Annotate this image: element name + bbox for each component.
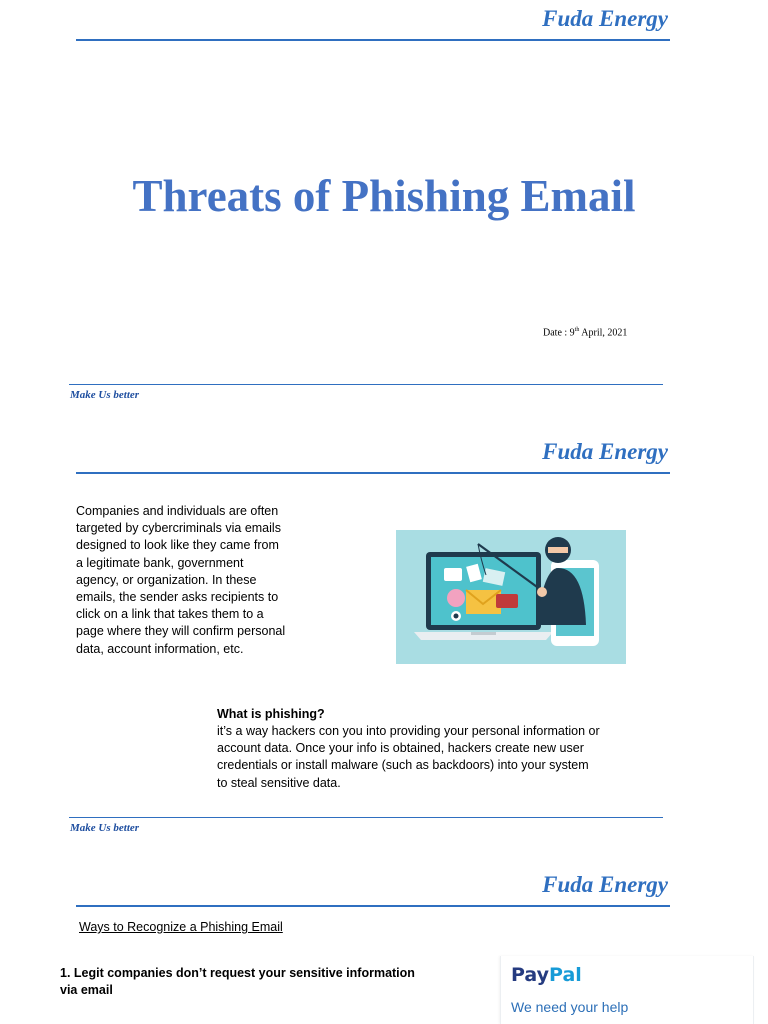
- paypal-message: We need your help: [511, 999, 629, 1015]
- brand-header: Fuda Energy: [542, 439, 668, 464]
- phishing-illustration: [396, 530, 626, 664]
- footer-tagline: Make Us better: [70, 822, 140, 834]
- footer-divider: [69, 384, 663, 385]
- header-divider: [76, 472, 670, 474]
- intro-paragraph: Companies and individuals are often targeted by cybercriminals via emails designed to look like they came from a legitimate bank, government agency, or organization. In these emails, the sender asks recipients to click on a link that takes them to a page where they will confirm personal data, account information, etc.: [76, 504, 286, 656]
- footer-tagline: Make Us better: [70, 389, 140, 401]
- definition-paragraph: it’s a way hackers con you into providing your personal information or account data. Once your info is obtained, hackers create new user credentials or install malware (such as backdoors) into your system to steal sensitive data.: [217, 724, 600, 790]
- hacker-phishing-laptop-icon: [396, 530, 626, 664]
- section-heading: What is phishing?: [217, 707, 325, 721]
- document-date: Date : 9th April, 2021: [543, 327, 628, 339]
- header-divider: [76, 905, 670, 907]
- brand-header: Fuda Energy: [542, 6, 668, 31]
- list-item: 1. Legit companies don’t request your sensitive information via email: [60, 966, 415, 998]
- brand-header: Fuda Energy: [542, 872, 668, 897]
- paypal-logo: PayPal: [511, 964, 582, 986]
- header-divider: [76, 39, 670, 41]
- footer-divider: [69, 817, 663, 818]
- page-title: Threats of Phishing Email: [132, 171, 636, 221]
- paypal-email-example: [500, 956, 754, 1024]
- section-heading: Ways to Recognize a Phishing Email: [79, 920, 283, 934]
